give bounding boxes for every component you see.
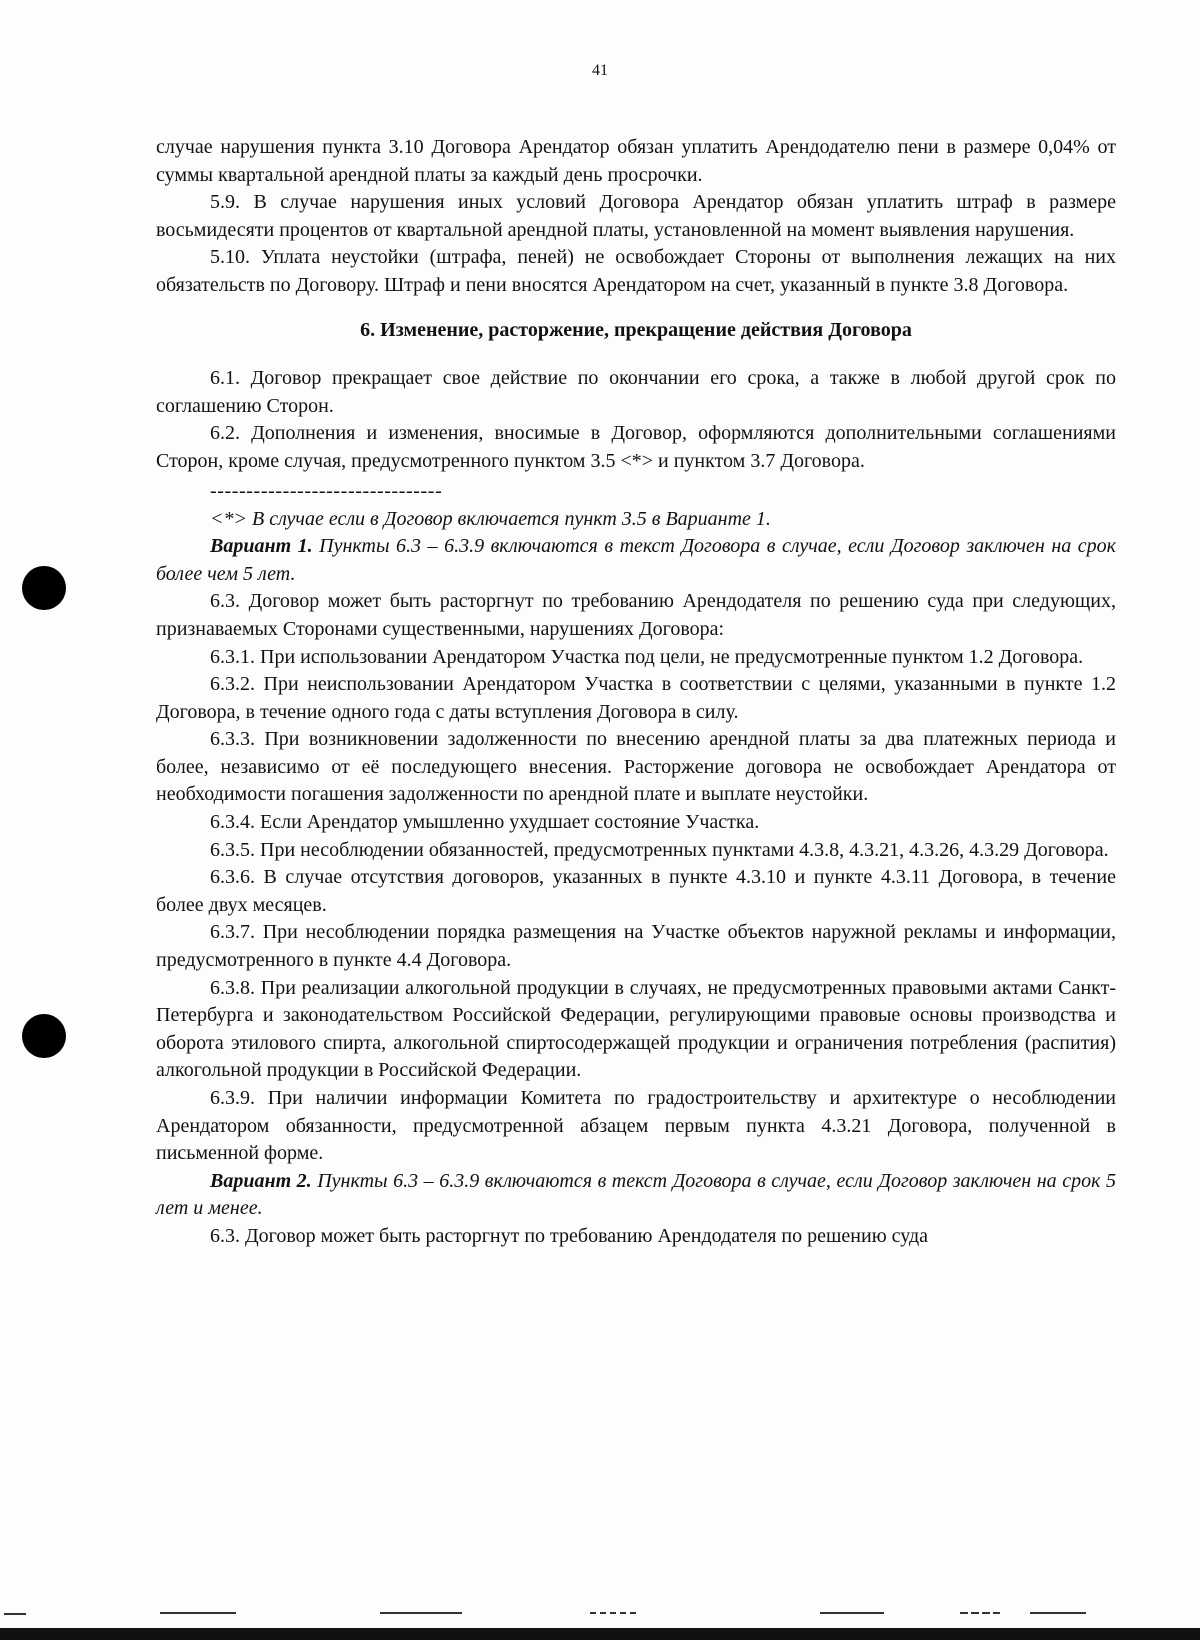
variant-2-note [156, 1168, 1116, 1223]
paragraph-6-3-8: 6.3.8. При реализации алкогольной продукции в случаях, не предусмотренных правовыми актами Санкт-Петербурга и законодательством Российской Федерации, регулирующими правовые основы производства и оборота этилового спирта, алкогольной спиртосодержащей продукции и ограничения потребления (распития) алкогольной продукции в Российской Федерации. [156, 976, 1116, 1082]
scan-bottom-edge [0, 1628, 1200, 1640]
paragraph-6-1: 6.1. Договор прекращает свое действие по окончании его срока, а также в любой другой срок по соглашению Сторон. [156, 367, 1116, 417]
paragraph-5-9: 5.9. В случае нарушения иных условий Договора Арендатор обязан уплатить штраф в размере восьмидесяти процентов от квартальной арендной платы, установленной на момент выявления нарушения. [156, 191, 1116, 241]
paragraph-5-10: 5.10. Уплата неустойки (штрафа, пеней) не освобождает Стороны от выполнения лежащих на них обязательств по Договору. Штраф и пени вносятся Арендатором на счет, указанный в пункте 3.8 Договора. [156, 246, 1116, 296]
variant-2-label: Вариант 2. [210, 1169, 312, 1192]
paragraph-6-3-7: 6.3.7. При несоблюдении порядка размещения на Участке объектов наружной рекламы и информации, предусмотренного в пункте 4.4 Договора. [156, 921, 1116, 972]
punch-hole-upper [22, 566, 66, 610]
paragraph-6-3-3: 6.3.3. При возникновении задолженности по внесению арендной платы за два платежных периода и более, независимо от её последующего внесения. Расторжение договора не освобождает Арендатора от необходимости погашения задолженности по арендной плате и выплате неустойки. [156, 728, 1116, 806]
variant-2-text: Пункты 6.3 – 6.3.9 включаются в текст Договора в случае, если Договор заключен на срок 5 лет и менее. [156, 1169, 1116, 1220]
footnote-separator: -------------------------------- [210, 479, 443, 502]
paragraph-continuation: случае нарушения пункта 3.10 Договора Арендатор обязан уплатить Арендодателю пени в размере 0,04% от суммы квартальной арендной платы за каждый день просрочки. [156, 136, 1116, 186]
footnote: <*> В случае если в Договор включается пункт 3.5 в Варианте 1. [210, 507, 771, 530]
punch-hole-lower [22, 1014, 66, 1058]
variant-1-text: Пункты 6.3 – 6.3.9 включаются в текст Договора в случае, если Договор заключен на срок более чем 5 лет. [156, 535, 1116, 585]
paragraph-6-3-9: 6.3.9. При наличии информации Комитета по градостроительству и архитектуре о несоблюдении Арендатором обязанности, предусмотренной абзацем первым пункта 4.3.21 Договора, полученной в письменной форме. [156, 1087, 1116, 1165]
variant-1-note [156, 533, 1116, 588]
paragraph-6-3-2: 6.3.2. При неиспользовании Арендатором Участка в соответствии с целями, указанными в пункте 1.2 Договора, в течение одного года с даты вступления Договора в силу. [156, 673, 1116, 723]
document-body [156, 134, 1116, 1251]
variant-1-label: Вариант 1. [210, 535, 313, 558]
paragraph-6-3-6: 6.3.6. В случае отсутствия договоров, указанных в пункте 4.3.10 и пункте 4.3.11 Договора, в течение более двух месяцев. [156, 866, 1116, 916]
section-6-heading: 6. Изменение, расторжение, прекращение действия Договора [360, 318, 912, 341]
paragraph-6-3-variant-2: 6.3. Договор может быть расторгнут по требованию Арендодателя по решению суда [210, 1224, 929, 1247]
paragraph-6-3-4: 6.3.4. Если Арендатор умышленно ухудшает состояние Участка. [210, 811, 760, 834]
page-number: 41 [592, 62, 608, 79]
paragraph-6-3-5: 6.3.5. При несоблюдении обязанностей, предусмотренных пунктами 4.3.8, 4.3.21, 4.3.26, 4.3.29 Договора. [210, 838, 1109, 861]
paragraph-6-3: 6.3. Договор может быть расторгнут по требованию Арендодателя по решению суда при следующих, признаваемых Сторонами существенными, нарушениях Договора: [156, 590, 1116, 640]
paragraph-6-2: 6.2. Дополнения и изменения, вносимые в Договор, оформляются дополнительными соглашениями Сторон, кроме случая, предусмотренного пунктом 3.5 <*> и пунктом 3.7 Договора. [156, 422, 1116, 472]
paragraph-6-3-1: 6.3.1. При использовании Арендатором Участка под цели, не предусмотренные пунктом 1.2 Договора. [210, 645, 1084, 668]
